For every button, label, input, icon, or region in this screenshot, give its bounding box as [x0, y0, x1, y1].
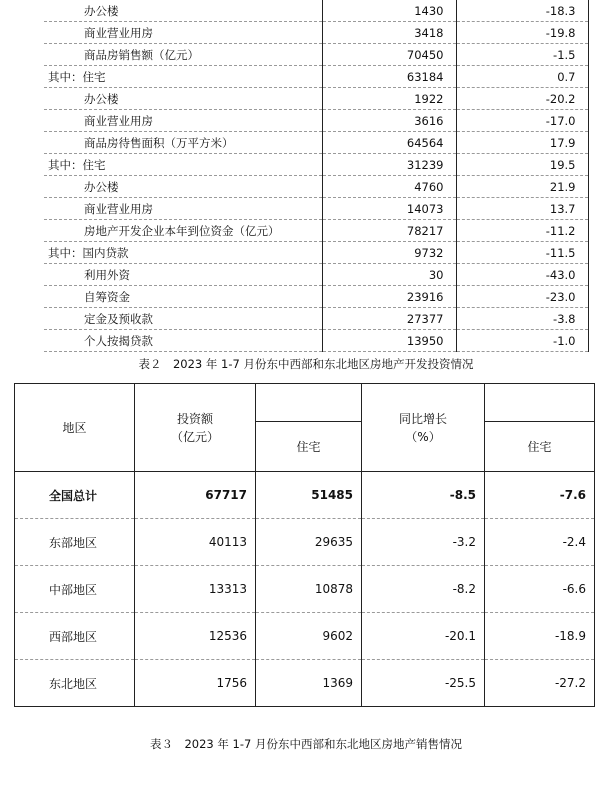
table-row: [44, 154, 588, 176]
table-row: [44, 0, 588, 22]
residential-growth-value: -27.2: [485, 660, 595, 707]
growth-value: -8.5: [362, 472, 485, 519]
residential-value: 51485: [256, 472, 362, 519]
row-change: -1.5: [456, 44, 588, 66]
row-label: 个人按揭贷款: [44, 330, 322, 352]
row-value: 13950: [322, 330, 456, 352]
row-change: 17.9: [456, 132, 588, 154]
row-value: 31239: [322, 154, 456, 176]
row-value: 64564: [322, 132, 456, 154]
row-label: 商业营业用房: [44, 22, 322, 44]
growth-value: -25.5: [362, 660, 485, 707]
table-row: [44, 308, 588, 330]
growth-value: -8.2: [362, 566, 485, 613]
row-change: -18.3: [456, 0, 588, 22]
residential-value: 29635: [256, 519, 362, 566]
residential-growth-value: -6.6: [485, 566, 595, 613]
region-name: 全国总计: [15, 472, 135, 519]
residential-growth-value: -18.9: [485, 613, 595, 660]
row-value: 30: [322, 264, 456, 286]
residential-value: 1369: [256, 660, 362, 707]
row-value: 14073: [322, 198, 456, 220]
table-row: [44, 220, 588, 242]
row-change: -43.0: [456, 264, 588, 286]
table-row: [44, 44, 588, 66]
residential-growth-value: -7.6: [485, 472, 595, 519]
row-label: 商品房待售面积（万平方米）: [44, 132, 322, 154]
table-row: [44, 176, 588, 198]
row-label: 商业营业用房: [44, 198, 322, 220]
table-row: [44, 264, 588, 286]
row-change: -3.8: [456, 308, 588, 330]
residential-value: 9602: [256, 613, 362, 660]
row-label: 自筹资金: [44, 286, 322, 308]
table-row: [44, 132, 588, 154]
row-value: 9732: [322, 242, 456, 264]
row-label: 其中：国内贷款: [44, 242, 322, 264]
header-blank-2: [485, 384, 595, 422]
table-row: [44, 330, 588, 352]
row-value: 78217: [322, 220, 456, 242]
row-label: 办公楼: [44, 176, 322, 198]
header-investment-line2: （亿元）: [170, 430, 219, 444]
table-row: [44, 110, 588, 132]
row-change: -20.2: [456, 88, 588, 110]
table-row: [15, 519, 595, 566]
row-value: 27377: [322, 308, 456, 330]
row-change: 0.7: [456, 66, 588, 88]
row-value: 70450: [322, 44, 456, 66]
table-row: [44, 88, 588, 110]
table-row: [44, 22, 588, 44]
row-change: -23.0: [456, 286, 588, 308]
investment-value: 13313: [135, 566, 256, 613]
table-row: [44, 286, 588, 308]
residential-value: 10878: [256, 566, 362, 613]
row-value: 23916: [322, 286, 456, 308]
table-1-sales-funding: [44, 0, 589, 352]
row-value: 4760: [322, 176, 456, 198]
row-change: 19.5: [456, 154, 588, 176]
row-value: 1430: [322, 0, 456, 22]
row-change: 13.7: [456, 198, 588, 220]
row-change: -11.2: [456, 220, 588, 242]
row-change: 21.9: [456, 176, 588, 198]
header-region: 地区: [15, 384, 135, 472]
header-investment: [135, 384, 256, 472]
row-value: 3418: [322, 22, 456, 44]
region-name: 东部地区: [15, 519, 135, 566]
row-label: 利用外资: [44, 264, 322, 286]
row-value: 1922: [322, 88, 456, 110]
row-label: 房地产开发企业本年到位资金（亿元）: [44, 220, 322, 242]
table-row: [15, 660, 595, 707]
row-change: -11.5: [456, 242, 588, 264]
row-label: 其中：住宅: [44, 154, 322, 176]
table-3-caption: 表３ 2023 年 1-7 月份东中西部和东北地区房地产销售情况: [149, 737, 462, 751]
region-name: 中部地区: [15, 566, 135, 613]
growth-value: -20.1: [362, 613, 485, 660]
investment-value: 1756: [135, 660, 256, 707]
region-name: 东北地区: [15, 660, 135, 707]
table-row: [44, 242, 588, 264]
table-row: [44, 198, 588, 220]
growth-value: -3.2: [362, 519, 485, 566]
header-growth: [362, 384, 485, 472]
row-label: 其中：住宅: [44, 66, 322, 88]
investment-value: 67717: [135, 472, 256, 519]
table-2-caption: 表２ 2023 年 1-7 月份东中西部和东北地区房地产开发投资情况: [138, 357, 474, 371]
row-label: 定金及预收款: [44, 308, 322, 330]
investment-value: 40113: [135, 519, 256, 566]
header-residential-growth: 住宅: [485, 422, 595, 472]
row-value: 3616: [322, 110, 456, 132]
row-value: 63184: [322, 66, 456, 88]
row-change: -19.8: [456, 22, 588, 44]
row-label: 商业营业用房: [44, 110, 322, 132]
row-change: -17.0: [456, 110, 588, 132]
header-blank-1: [256, 384, 362, 422]
header-residential-investment: 住宅: [256, 422, 362, 472]
header-investment-line1: 投资额: [176, 412, 213, 426]
row-label: 办公楼: [44, 0, 322, 22]
table-row: [15, 613, 595, 660]
residential-growth-value: -2.4: [485, 519, 595, 566]
header-growth-line2: （%）: [405, 430, 441, 444]
region-name: 西部地区: [15, 613, 135, 660]
table-2-regional-investment: [14, 383, 595, 707]
table-row: [44, 66, 588, 88]
table-row: [15, 566, 595, 613]
investment-value: 12536: [135, 613, 256, 660]
row-label: 商品房销售额（亿元）: [44, 44, 322, 66]
table-row: [15, 472, 595, 519]
header-growth-line1: 同比增长: [398, 412, 447, 426]
row-label: 办公楼: [44, 88, 322, 110]
row-change: -1.0: [456, 330, 588, 352]
